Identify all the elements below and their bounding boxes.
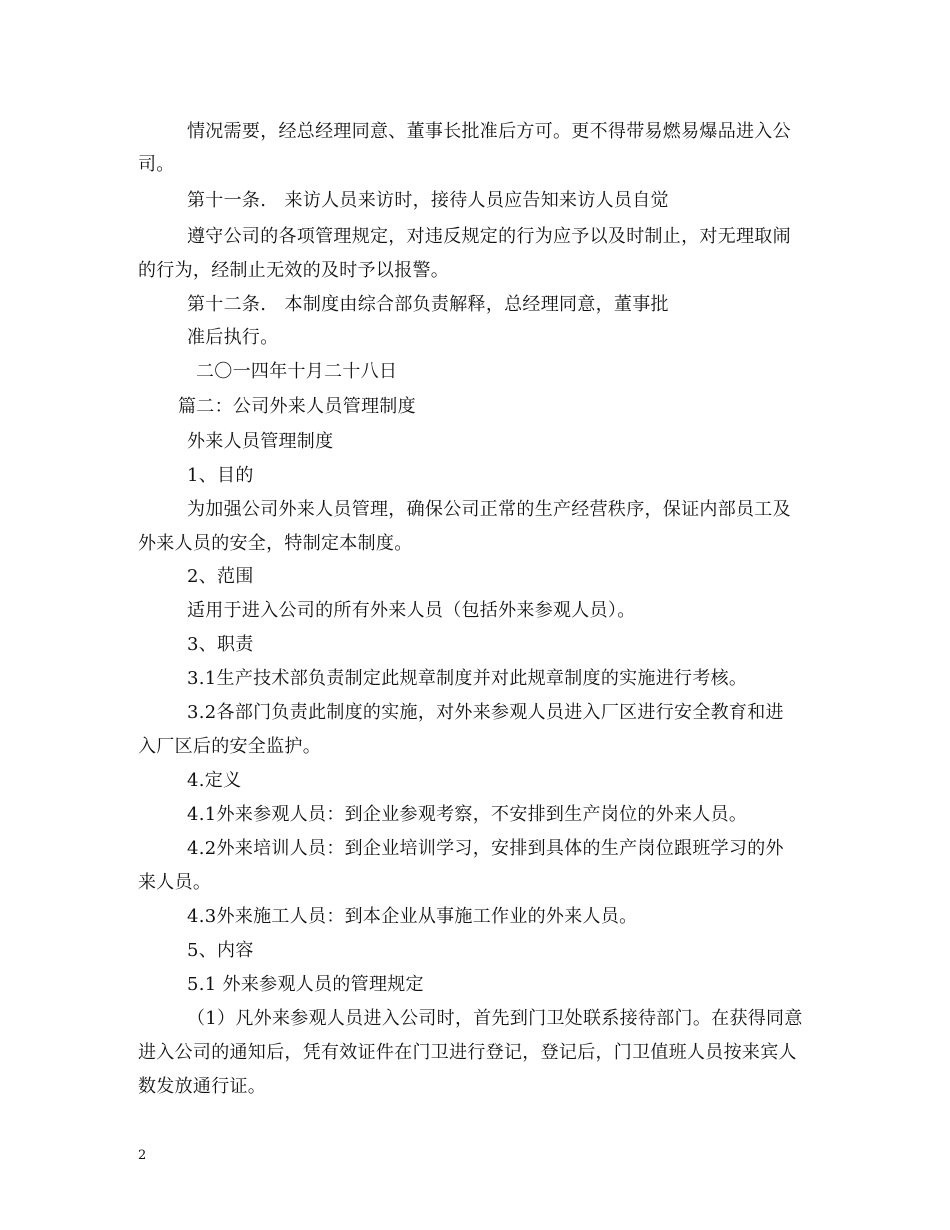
section-heading: 3、职责	[187, 634, 254, 655]
text-line: 遵守公司的各项管理规定，对违反规定的行为应予以及时制止，对无理取闹	[187, 226, 791, 247]
text-line: 4.3外来施工人员：到本企业从事施工作业的外来人员。	[187, 906, 638, 927]
section-heading: 2、范围	[187, 566, 254, 587]
section-heading: 4.定义	[187, 770, 242, 791]
text-line: 来人员。	[138, 872, 212, 893]
text-line: 3.2各部门负责此制度的实施，对外来参观人员进入厂区进行安全教育和进	[187, 702, 784, 723]
text-line: 适用于进入公司的所有外来人员（包括外来参观人员）。	[187, 600, 636, 621]
text-line: 4.1外来参观人员：到企业参观考察，不安排到生产岗位的外来人员。	[187, 804, 748, 825]
page-number: 2	[138, 1148, 147, 1163]
text-line: 第十一条. 来访人员来访时，接待人员应告知来访人员自觉	[187, 190, 669, 211]
text-line: 4.2外来培训人员：到企业培训学习，安排到具体的生产岗位跟班学习的外	[187, 838, 784, 859]
text-line: 数发放通行证。	[138, 1076, 267, 1097]
text-line: （1）凡外来参观人员进入公司时，首先到门卫处联系接待部门。在获得同意	[187, 1008, 803, 1029]
text-line: 为加强公司外来人员管理，确保公司正常的生产经营秩序，保证内部员工及	[187, 499, 791, 520]
section-heading: 1、目的	[187, 465, 254, 486]
text-line: 情况需要，经总经理同意、董事长批准后方可。更不得带易燃易爆品进入公	[187, 121, 791, 142]
date-line: 二〇一四年十月二十八日	[196, 361, 398, 382]
text-line: 的行为，经制止无效的及时予以报警。	[138, 260, 450, 281]
text-line: 司。	[138, 154, 175, 175]
text-line: 3.1生产技术部负责制定此规章制度并对此规章制度的实施进行考核。	[187, 668, 748, 689]
section-heading: 5、内容	[187, 940, 254, 961]
text-line: 外来人员的安全，特制定本制度。	[138, 533, 413, 554]
document-heading: 外来人员管理制度	[187, 431, 334, 452]
text-line: 准后执行。	[187, 327, 279, 348]
text-line: 第十二条. 本制度由综合部负责解释，总经理同意，董事批	[187, 294, 669, 315]
text-line: 进入公司的通知后，凭有效证件在门卫进行登记，登记后，门卫值班人员按来宾人	[138, 1042, 797, 1063]
subsection-heading: 5.1 外来参观人员的管理规定	[187, 974, 424, 995]
section-title: 篇二：公司外来人员管理制度	[178, 396, 416, 417]
text-line: 入厂区后的安全监护。	[138, 736, 321, 757]
